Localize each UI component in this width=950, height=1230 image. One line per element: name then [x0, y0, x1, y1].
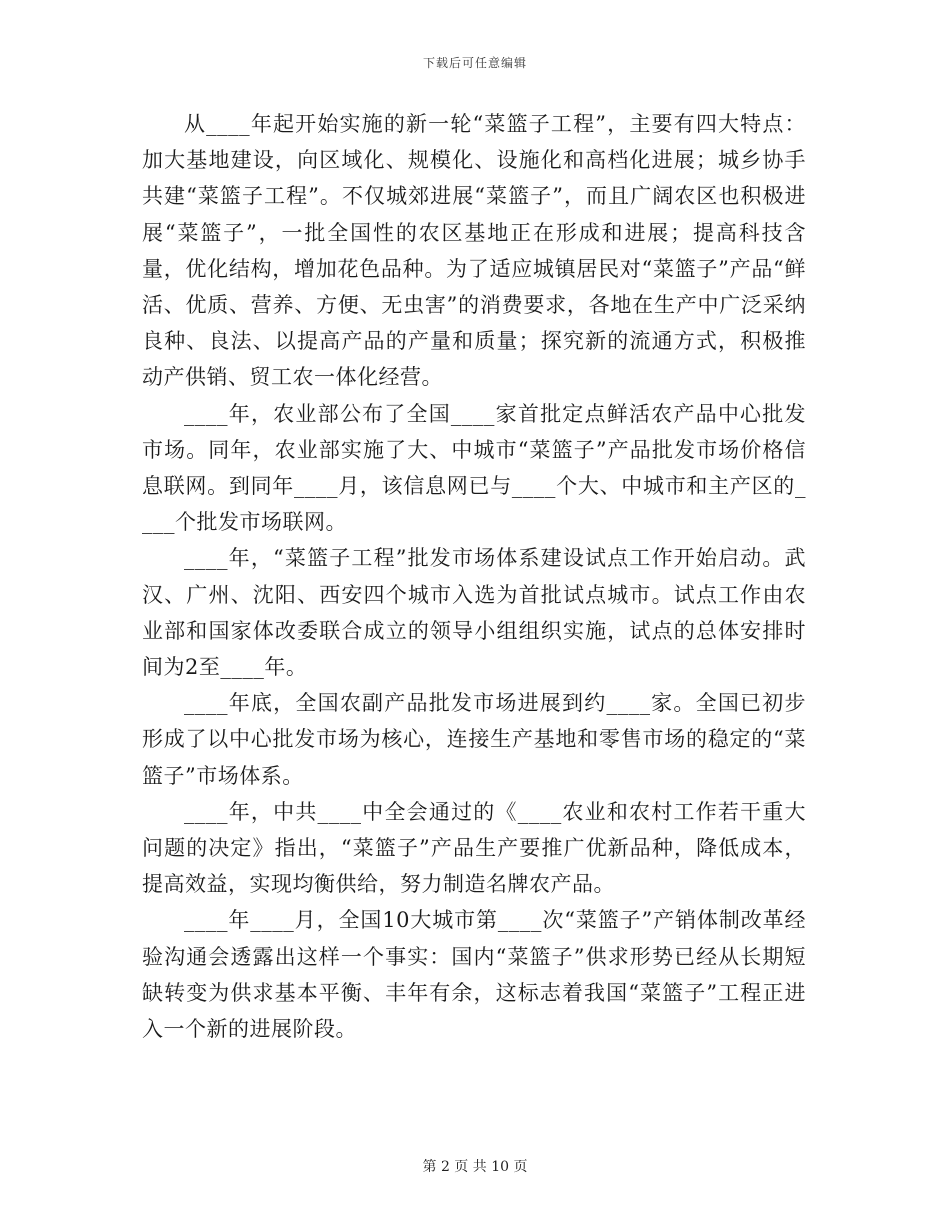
paragraph-2: ____年，农业部公布了全国____家首批定点鲜活农产品中心批发市场。同年，农业部实施了大、中城市“菜篮子”产品批发市场价格信息联网。到同年____月，该信息网已与____个大、中城市和主产区的____个批发市场联网。 [142, 401, 806, 535]
paragraph-1: 从____年起开始实施的新一轮“菜篮子工程”，主要有四大特点：加大基地建设，向区域化、规模化、设施化和高档化进展；城乡协手共建“菜篮子工程”。不仅城郊进展“菜篮子”，而且广阔农区也积极进展“菜篮子”，一批全国性的农区基地正在形成和进展；提高科技含量，优化结构，增加花色品种。为了适应城镇居民对“菜篮子”产品“鲜活、优质、营养、方便、无虫害”的消费要求，各地在生产中广泛采纳良种、良法、以提高产品的产量和质量；探究新的流通方式，积极推动产供销、贸工农一体化经营。 [142, 112, 806, 390]
page-number: 第 2 页 共 10 页 [422, 1159, 528, 1175]
paragraph-5: ____年，中共____中全会通过的《____农业和农村工作若干重大问题的决定》指出，“菜篮子”产品生产要推广优新品种，降低成本，提高效益，实现均衡供给，努力制造名牌农产品。 [142, 799, 806, 897]
paragraph-6: ____年____月，全国10大城市第____次“菜篮子”产销体制改革经验沟通会透露出这样一个事实：国内“菜篮子”供求形势已经从长期短缺转变为供求基本平衡、丰年有余，这标志着我国“菜篮子”工程正进入一个新的进展阶段。 [142, 908, 806, 1042]
paragraph-4: ____年底，全国农副产品批发市场进展到约____家。全国已初步形成了以中心批发市场为核心，连接生产基地和零售市场的稳定的“菜篮子”市场体系。 [142, 691, 806, 788]
document-body [142, 106, 806, 1047]
page-header: 下载后可任意编辑 [422, 56, 527, 70]
paragraph-3: ____年，“菜篮子工程”批发市场体系建设试点工作开始启动。武汉、广州、沈阳、西安四个城市入选为首批试点城市。试点工作由农业部和国家体改委联合成立的领导小组组织实施，试点的总体安排时间为2至____年。 [142, 546, 806, 680]
